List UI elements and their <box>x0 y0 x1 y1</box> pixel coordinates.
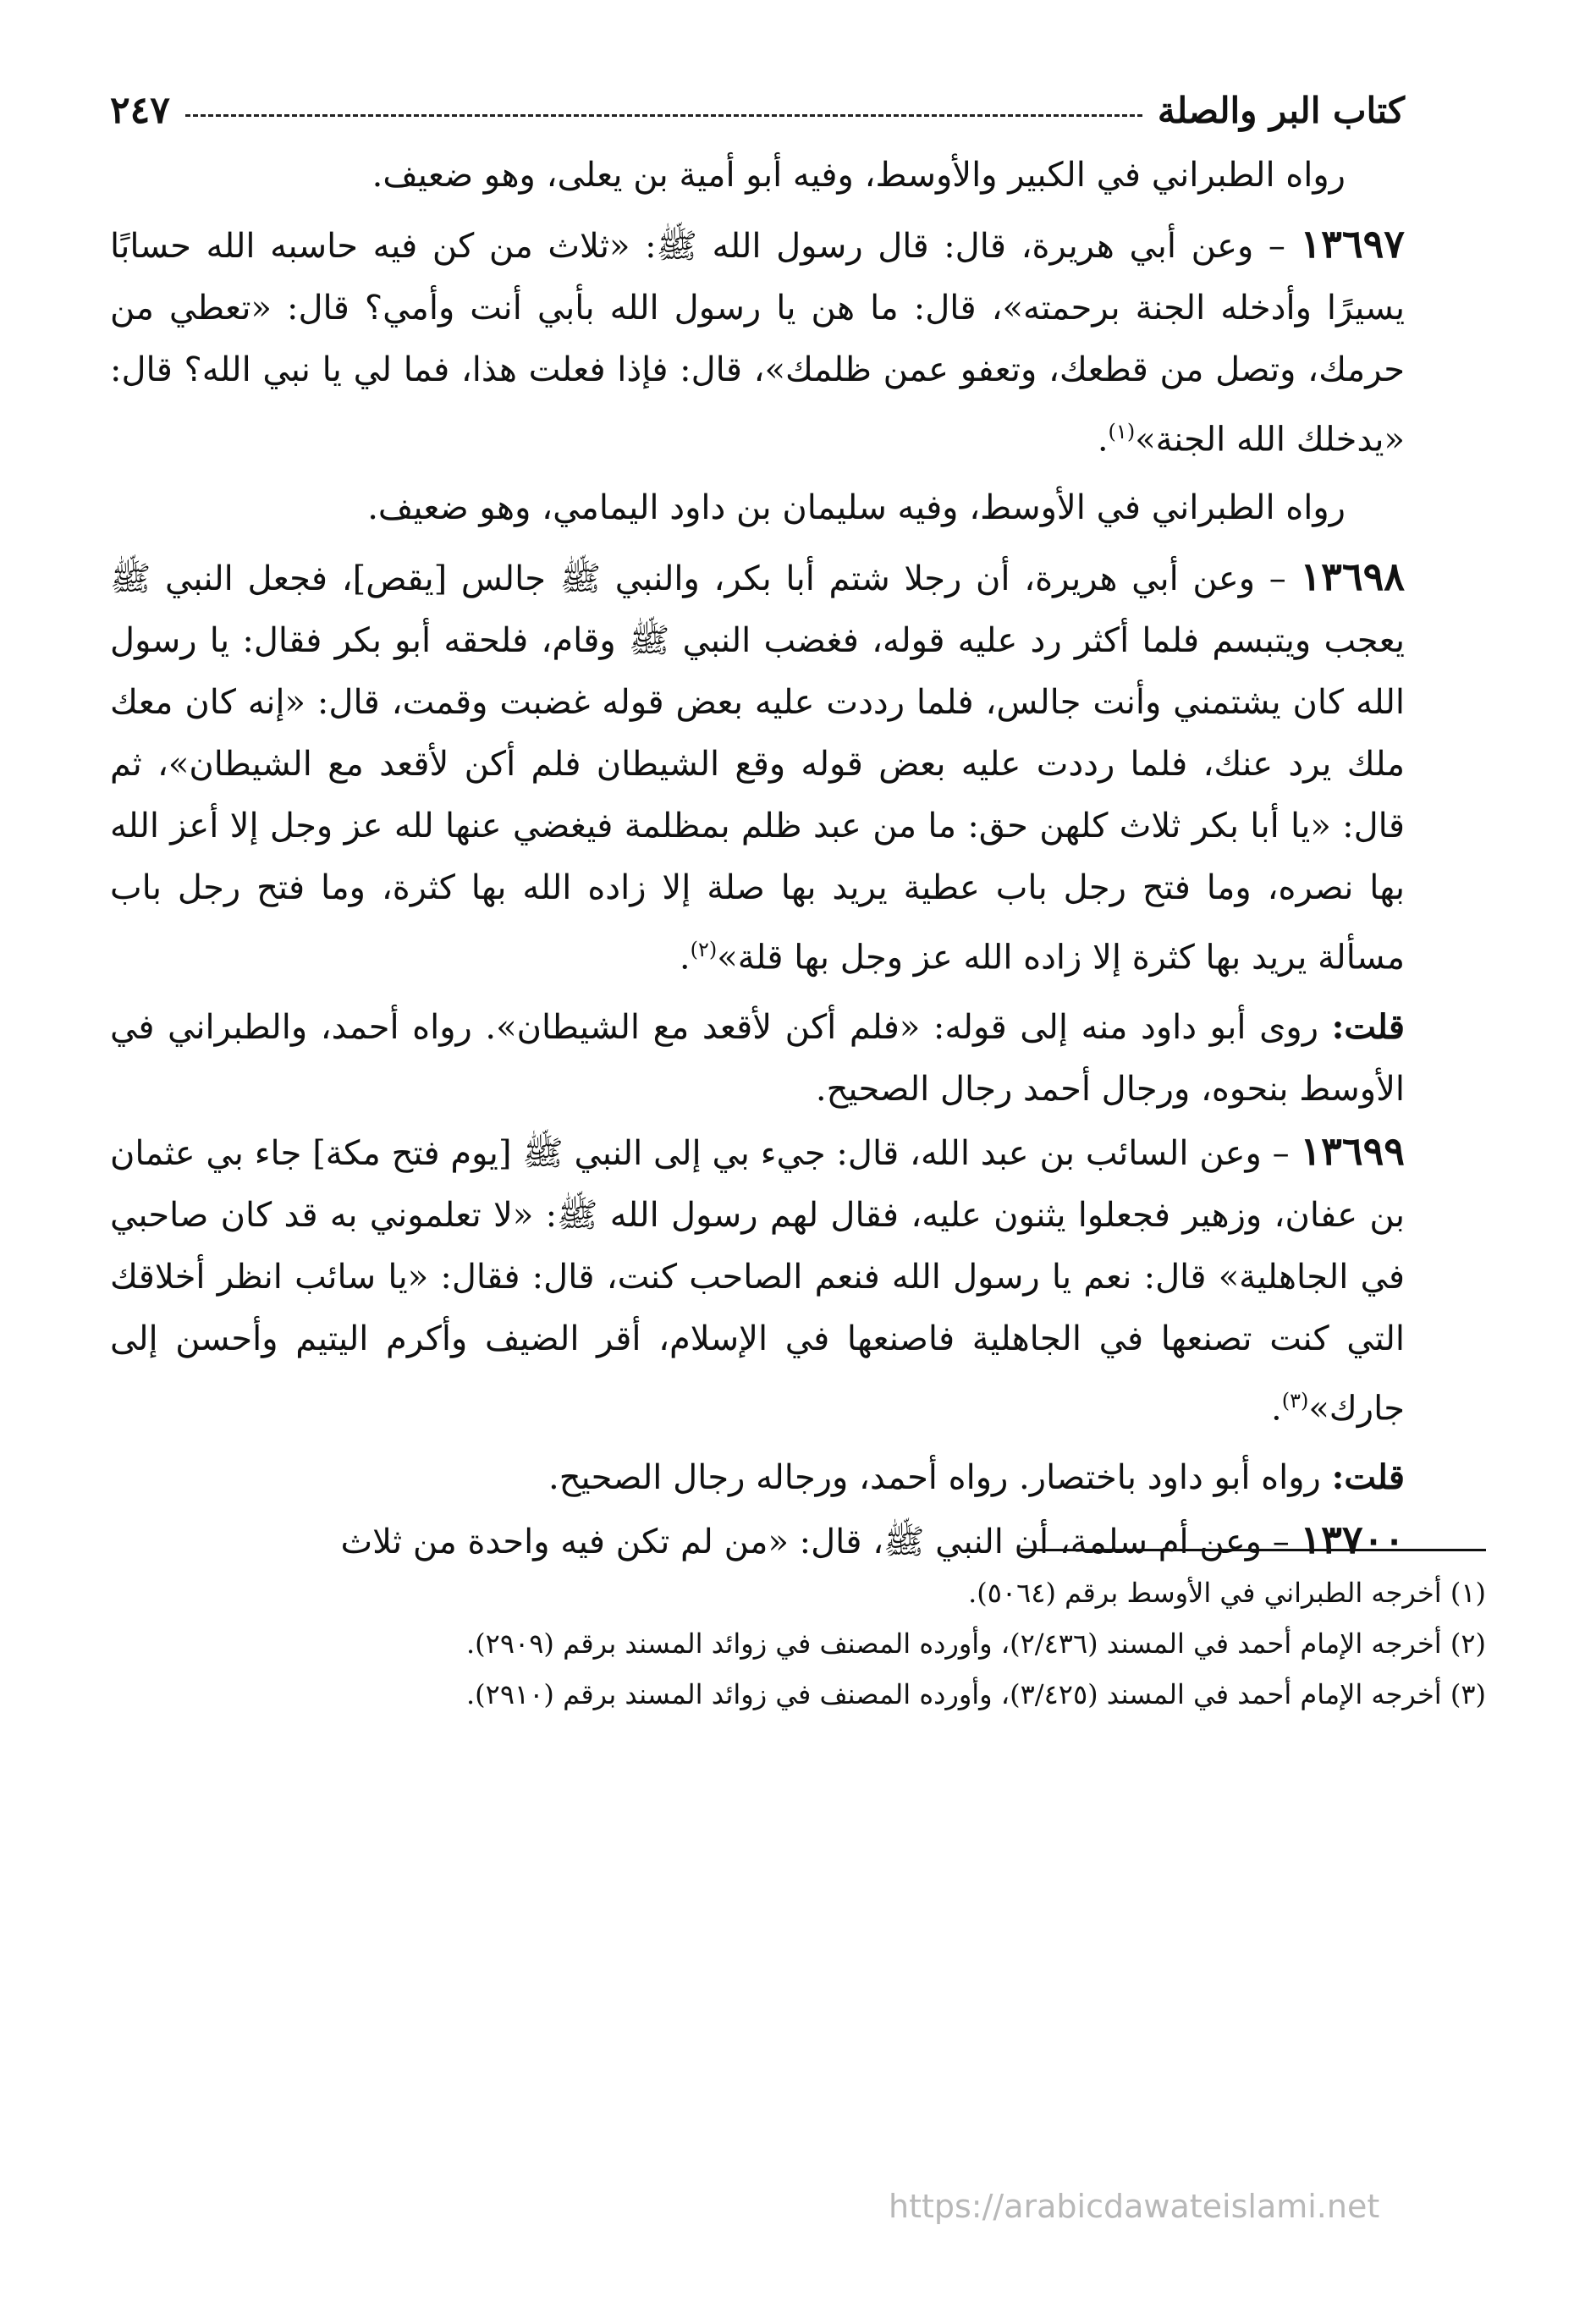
running-header <box>110 80 1405 140</box>
footnotes <box>191 1567 1486 1720</box>
source-note-2-text: رواه الطبراني في الأوسط، وفيه سليمان بن داود اليمامي، وهو ضعيف. <box>367 488 1346 528</box>
hadith-end: . <box>1097 420 1109 460</box>
page-number: ٢٤٧ <box>110 88 170 132</box>
note-text: روى أبو داود منه إلى قوله: «فلم أكن لأقعد مع الشيطان». رواه أحمد، والطبراني في الأوسط بنحوه، ورجال أحمد رجال الصحيح. <box>110 1007 1405 1109</box>
source-note-2 <box>110 477 1405 539</box>
note-lead: قلت: <box>1331 1457 1405 1497</box>
commentary-note-2 <box>110 1446 1405 1509</box>
footnote-ref: (٢) <box>690 938 718 962</box>
footnote-2: (٢) أخرجه الإمام أحمد في المسند (٢/٤٣٦)، وأورده المصنف في زوائد المسند برقم (٢٩٠٩). <box>466 1627 1486 1660</box>
commentary-note-1 <box>110 996 1405 1121</box>
hadith-13700 <box>110 1509 1405 1573</box>
source-note-1-text: رواه الطبراني في الكبير والأوسط، وفيه أبو أمية بن يعلى، وهو ضعيف. <box>371 156 1346 195</box>
header-dash-line <box>185 114 1142 117</box>
note-text: رواه أبو داود باختصار. رواه أحمد، ورجاله رجال الصحيح. <box>548 1457 1332 1497</box>
hadith-end: . <box>679 938 691 978</box>
footnote-ref: (٣) <box>1281 1388 1309 1413</box>
hadith-number: ١٣٦٩٩ <box>1300 1127 1405 1174</box>
hadith-number: ١٣٧٠٠ <box>1300 1516 1405 1562</box>
footnote-3: (٣) أخرجه الإمام أحمد في المسند (٣/٤٢٥)، وأورده المصنف في زوائد المسند برقم (٢٩١٠). <box>466 1678 1486 1710</box>
hadith-end: . <box>1270 1388 1282 1428</box>
footnote-1: (١) أخرجه الطبراني في الأوسط برقم (٥٠٦٤). <box>968 1577 1486 1609</box>
note-lead: قلت: <box>1331 1006 1405 1047</box>
hadith-text: – وعن أبي هريرة، أن رجلا شتم أبا بكر، والنبي ﷺ جالس [يقص]، فجعل النبي ﷺ يعجب ويتبسم فلما أكثر رد عليه قوله، فغضب النبي ﷺ وقام، فلحقه أبو بكر فقال: يا رسول الله كان يشتمني وأنت جالس، فلما رددت عليه بعض قوله غضبت وقمت، قال: «إنه كان معك ملك يرد عنك، فلما رددت عليه بعض قوله وقع الشيطان فلم أكن لأقعد مع الشيطان»، ثم قال: «يا أبا بكر ثلاث كلهن حق: ما من عبد ظلم بمظلمة فيغضي عنها لله عز وجل إلا أعز الله بها نصره، وما فتح رجل باب عطية يريد بها صلة إلا زاده الله بها كثرة، وما فتح رجل باب مسألة يريد بها كثرة إلا زاده الله عز وجل بها قلة» <box>110 559 1405 978</box>
hadith-13697 <box>110 213 1405 471</box>
hadith-number: ١٣٦٩٨ <box>1300 553 1405 600</box>
source-note-1 <box>110 145 1405 207</box>
hadith-text: – وعن أبي هريرة، قال: قال رسول الله ﷺ: «ثلاث من كن فيه حاسبه الله حسابًا يسيرًا وأدخله الجنة برحمته»، قال: ما هن يا رسول الله بأبي أنت وأمي؟ قال: «تعطي من حرمك، وتصل من قطعك، وتعفو عمن ظلمك»، قال: فإذا فعلت هذا، فما لي يا نبي الله؟ قال: «يدخلك الله الجنة» <box>110 227 1405 460</box>
hadith-13698 <box>110 546 1405 989</box>
hadith-13699 <box>110 1121 1405 1440</box>
footnote-separator <box>1021 1549 1486 1551</box>
website-watermark: https://arabicdawateislami.net <box>889 2188 1380 2225</box>
book-section-title: كتاب البر والصلة <box>1157 89 1405 131</box>
hadith-text: – وعن السائب بن عبد الله، قال: جيء بي إلى النبي ﷺ [يوم فتح مكة] جاء بي عثمان بن عفان، وزهير فجعلوا يثنون عليه، فقال لهم رسول الله ﷺ: «لا تعلموني به قد كان صاحبي في الجاهلية» قال: نعم يا رسول الله فنعم الصاحب كنت، قال: فقال: «يا سائب انظر أخلاقك التي كنت تصنعها في الجاهلية فاصنعها في الإسلام، أقر الضيف وأكرم اليتيم وأحسن إلى جارك» <box>110 1133 1405 1428</box>
page-content <box>110 80 1405 1580</box>
hadith-text: – وعن أم سلمة، أن النبي ﷺ، قال: «من لم تكن فيه واحدة من ثلاث <box>340 1522 1301 1561</box>
hadith-number: ١٣٦٩٧ <box>1300 221 1405 267</box>
footnote-ref: (١) <box>1108 420 1136 443</box>
